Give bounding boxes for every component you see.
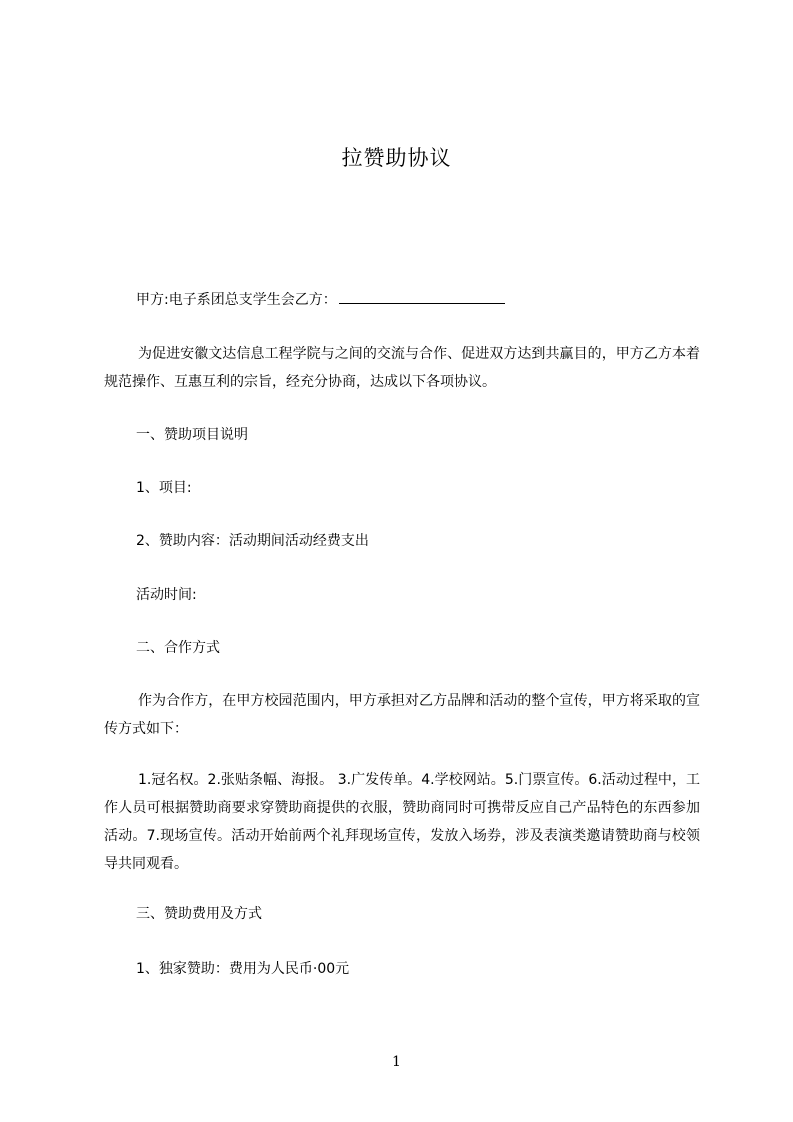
- item-2-content: 2、赞助内容：活动期间活动经费支出: [136, 533, 369, 549]
- party-a-label: 甲方:: [136, 292, 169, 308]
- page-number: 1: [392, 1054, 401, 1070]
- parties-line: [136, 286, 505, 314]
- activity-time: 活动时间:: [136, 587, 197, 603]
- party-b-blank-line: [339, 291, 505, 304]
- party-b-label: 乙方：: [294, 292, 337, 308]
- promotion-methods-paragraph: 1.冠名权。2.张贴条幅、海报。 3.广发传单。4.学校网站。5.门票宣传。6.活动过程中，工作人员可根据赞助商要求穿赞助商提供的衣服，赞助商同时可携带反应自己产品特色的东西参加活动。7.现场宣传。活动开始前两个礼拜现场宣传，发放入场券，涉及表演类邀请赞助商与校领导共同观看。: [104, 772, 700, 872]
- section-2-heading: 二、合作方式: [136, 640, 220, 656]
- section-1-heading: 一、赞助项目说明: [136, 427, 248, 443]
- cooperation-paragraph: 作为合作方，在甲方校园范围内，甲方承担对乙方品牌和活动的整个宣传，甲方将采取的宣传方式如下：: [104, 693, 700, 737]
- section-3-heading: 三、赞助费用及方式: [136, 906, 262, 922]
- intro-paragraph: 为促进安徽文达信息工程学院与之间的交流与合作、促进双方达到共赢目的，甲方乙方本着规范操作、互惠互利的宗旨，经充分协商，达成以下各项协议。: [104, 346, 700, 390]
- document-title: 拉赞助协议: [341, 146, 452, 170]
- fee-item-1: 1、独家赞助：费用为人民币·00元: [136, 961, 350, 977]
- party-a-name: 电子系团总支学生会: [168, 292, 295, 308]
- item-1-project: 1、项目:: [136, 480, 192, 496]
